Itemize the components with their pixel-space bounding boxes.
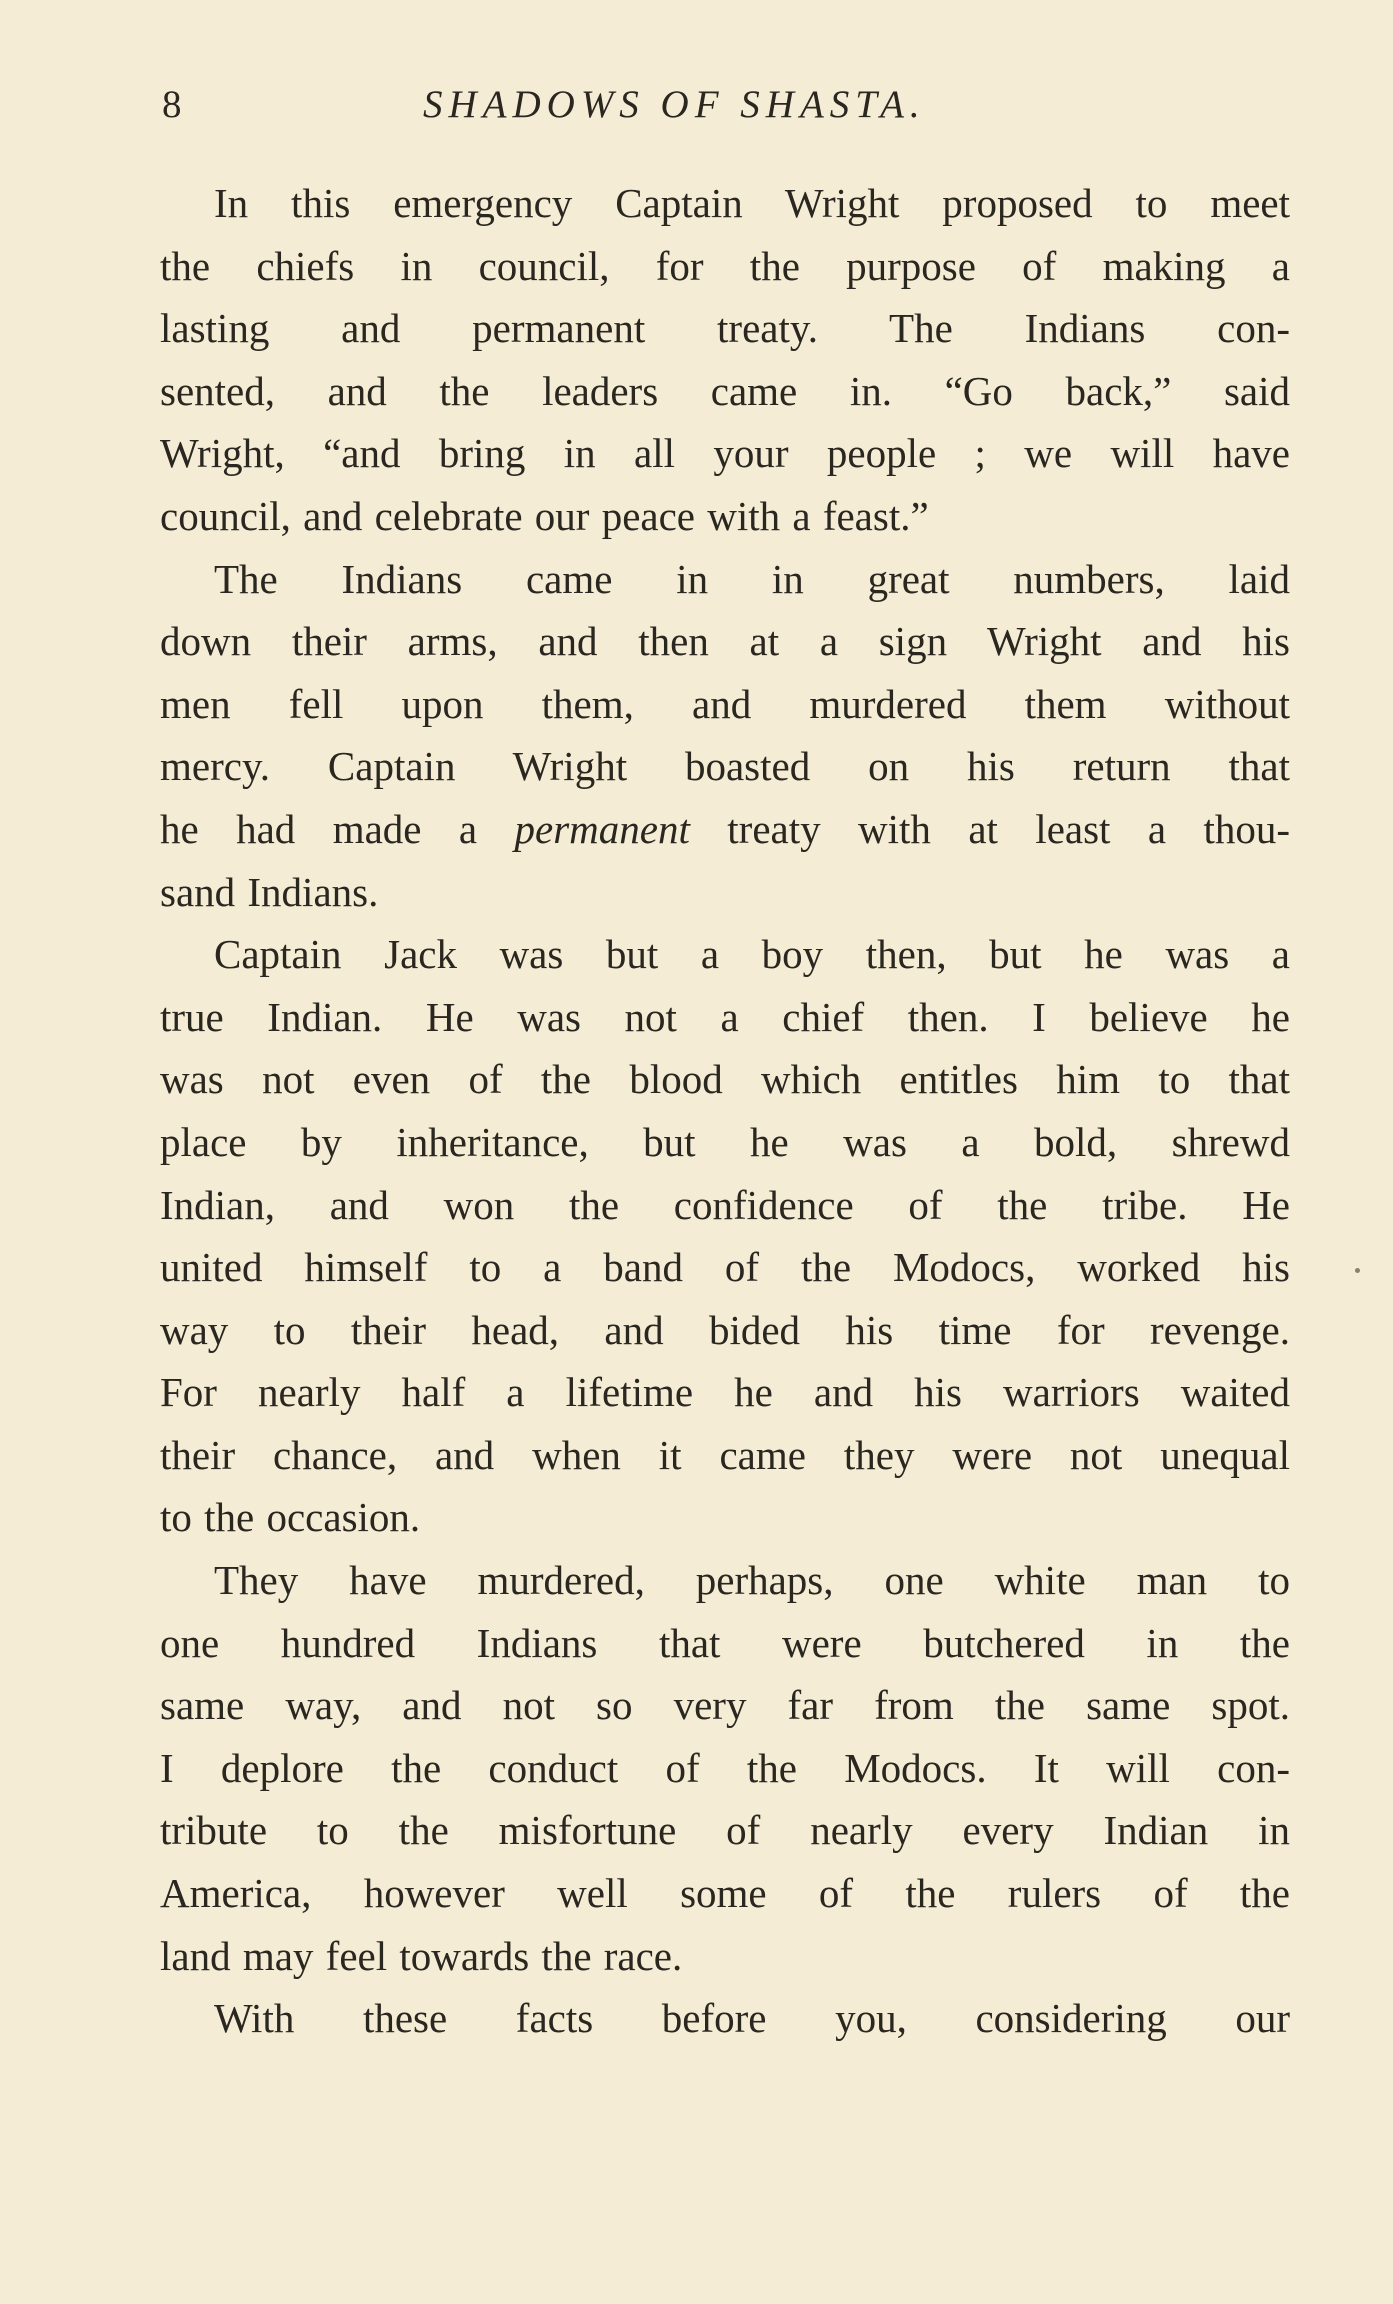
text-line: tribute to the misfortune of nearly every Indian in [160, 1807, 1290, 1854]
text-line: The Indians came in in great numbers, laid [214, 555, 1290, 602]
text-line: was not even of the blood which entitles him to that [160, 1056, 1290, 1103]
text-line: They have murdered, perhaps, one white man to [214, 1557, 1290, 1604]
text-line: land may feel towards the race. [160, 1932, 683, 1979]
page-header [160, 82, 1290, 142]
text-line: Indian, and won the confidence of the tribe. He [160, 1181, 1290, 1228]
text-line: lasting and permanent treaty. The Indians con- [160, 305, 1290, 352]
text-line: men fell upon them, and murdered them without [160, 680, 1290, 727]
text-line: Wright, “and bring in all your people ; we will have [160, 430, 1290, 477]
ink-speck [1355, 1268, 1360, 1273]
text-line: America, however well some of the rulers of the [160, 1870, 1290, 1917]
text-line: I deplore the conduct of the Modocs. It will con- [160, 1744, 1290, 1791]
text-line: For nearly half a lifetime he and his warriors waited [160, 1369, 1290, 1416]
text-line: sented, and the leaders came in. “Go back,” said [160, 367, 1290, 414]
text-line [160, 798, 1290, 861]
running-title: SHADOWS OF SHASTA. [423, 83, 926, 126]
text-line: In this emergency Captain Wright proposed to meet [214, 180, 1290, 226]
text-line: mercy. Captain Wright boasted on his return that [160, 743, 1290, 790]
text-line: Captain Jack was but a boy then, but he was a [214, 931, 1290, 978]
page-number: 8 [162, 83, 183, 126]
italic-word: permanent [514, 805, 690, 852]
text-line: way to their head, and bided his time for revenge. [160, 1306, 1290, 1353]
text-line: true Indian. He was not a chief then. I believe he [160, 993, 1290, 1040]
text-line: council, and celebrate our peace with a feast.” [160, 492, 929, 539]
text-line: place by inheritance, but he was a bold, shrewd [160, 1118, 1290, 1165]
text-line: to the occasion. [160, 1494, 421, 1541]
text-line: their chance, and when it came they were not unequal [160, 1431, 1290, 1478]
text-line: same way, and not so very far from the same spot. [160, 1682, 1290, 1729]
text-segment: he had made a [160, 805, 515, 852]
text-line: one hundred Indians that were butchered in the [160, 1619, 1290, 1666]
text-line: united himself to a band of the Modocs, worked his [160, 1244, 1290, 1291]
body-text [160, 172, 1290, 2050]
text-line: With these facts before you, considering our [214, 1995, 1290, 2042]
text-line: sand Indians. [160, 868, 379, 915]
text-line: the chiefs in council, for the purpose of making a [160, 242, 1290, 289]
text-line: down their arms, and then at a sign Wright and his [160, 618, 1290, 665]
text-segment: treaty with at least a thou- [689, 805, 1290, 852]
